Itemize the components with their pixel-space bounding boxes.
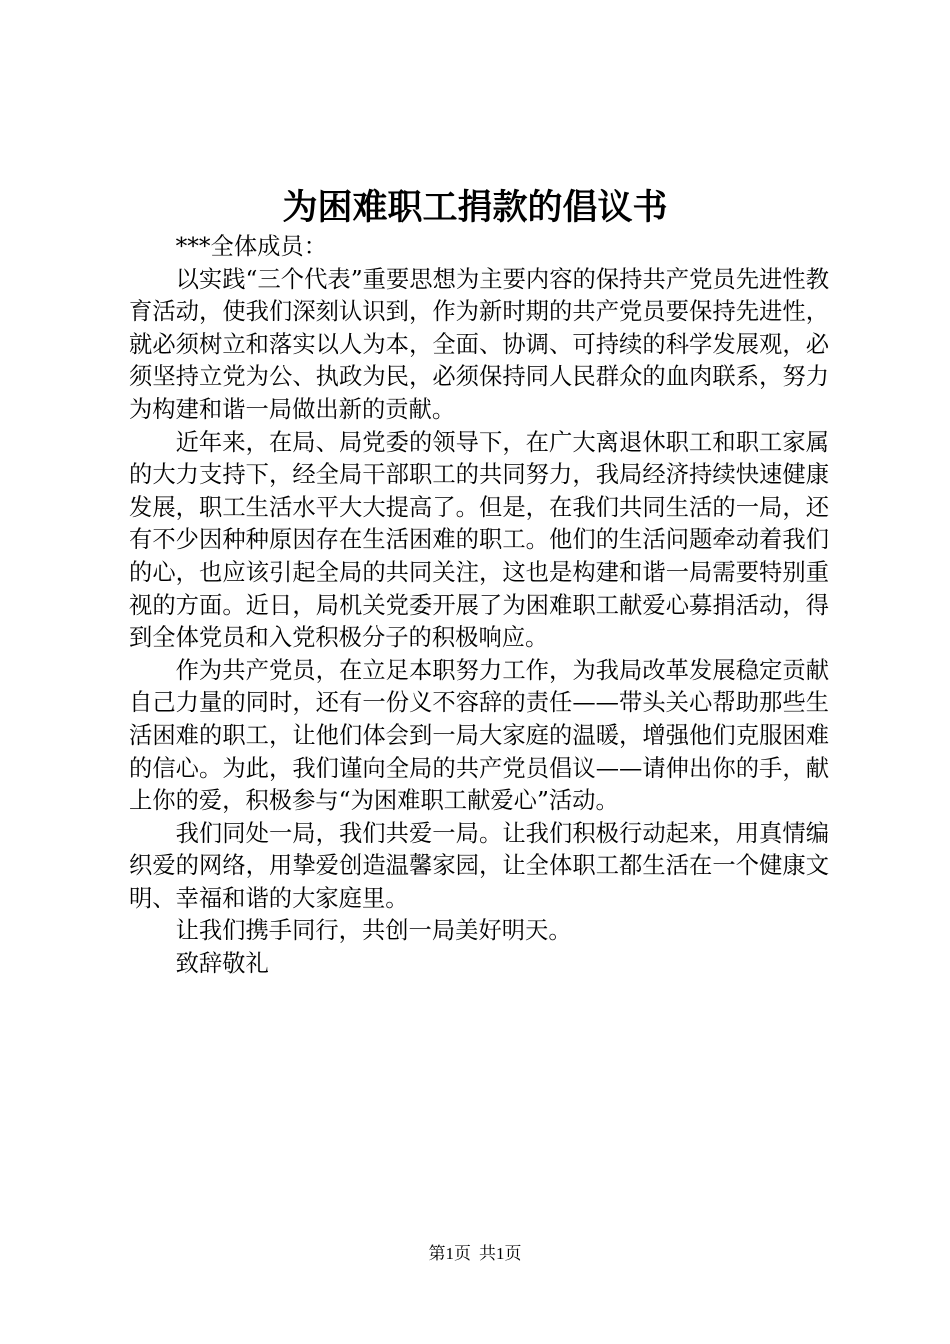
paragraph: 我们同处一局，我们共爱一局。让我们积极行动起来，用真情编织爱的网络，用挚爱创造温馨家园，让全体职工都生活在一个健康文明、幸福和谐的大家庭里。 — [129, 819, 829, 912]
paragraph: 以实践“三个代表”重要思想为主要内容的保持共产党员先进性教育活动，使我们深刻认识到，作为新时期的共产党员要保持先进性，就必须树立和落实以人为本，全面、协调、可持续的科学发展观，必须坚持立党为公、执政为民，必须保持同人民群众的血肉联系，努力为构建和谐一局做出新的贡献。 — [129, 265, 829, 423]
document-body — [129, 231, 829, 981]
document-title: 为困难职工捐款的倡议书 — [282, 187, 668, 228]
page-footer — [0, 1242, 950, 1266]
total-pages: 共1页 — [479, 1244, 522, 1263]
closing: 致辞敬礼 — [175, 950, 269, 978]
paragraph: 作为共产党员，在立足本职努力工作，为我局改革发展稳定贡献自己力量的同时，还有一份义不容辞的责任——带头关心帮助那些生活困难的职工，让他们体会到一局大家庭的温暖，增强他们克服困难的信心。为此，我们谨向全局的共产党员倡议——请伸出你的手，献上你的爱，积极参与“为困难职工献爱心”活动。 — [129, 656, 829, 815]
paragraph: 近年来，在局、局党委的领导下，在广大离退休职工和职工家属的大力支持下，经全局干部职工的共同努力，我局经济持续快速健康发展，职工生活水平大大提高了。但是，在我们共同生活的一局，还有不少因种种原因存在生活困难的职工。他们的生活问题牵动着我们的心，也应该引起全局的共同关注，这也是构建和谐一局需要特别重视的方面。近日，局机关党委开展了为困难职工献爱心募捐活动，得到全体党员和入党积极分子的积极响应。 — [129, 428, 829, 652]
salutation: ***全体成员： — [175, 233, 328, 260]
page-number: 第1页 — [428, 1244, 471, 1263]
paragraph: 让我们携手同行，共创一局美好明天。 — [175, 917, 572, 945]
